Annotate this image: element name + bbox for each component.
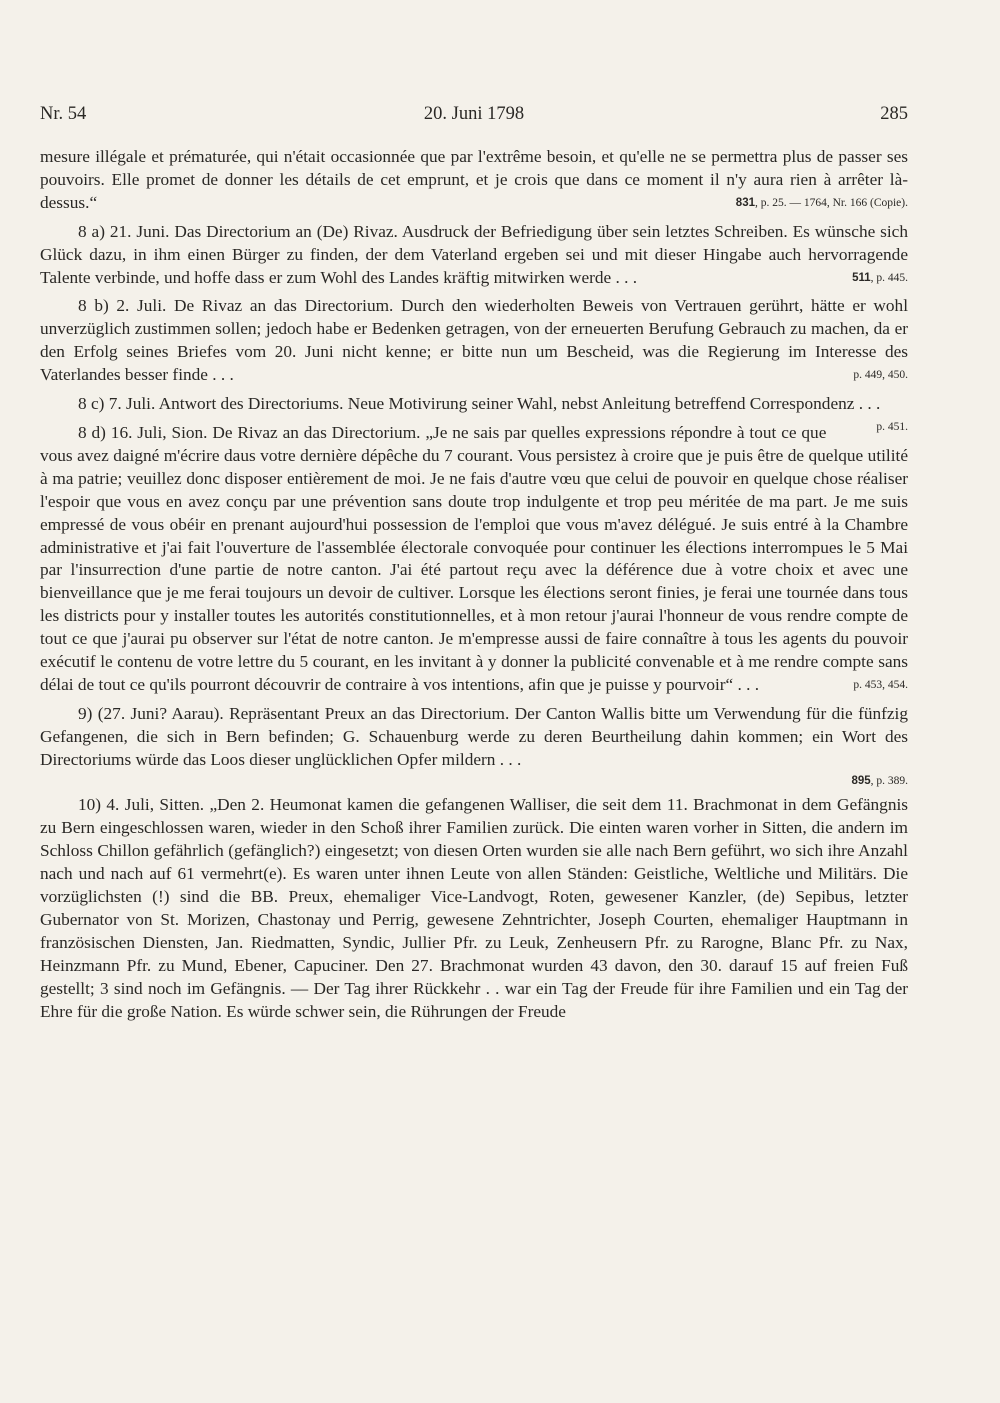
document-page	[40, 104, 908, 1030]
body-text	[40, 146, 908, 1024]
source-reference	[815, 364, 908, 387]
entry-10	[40, 794, 908, 1023]
entry-8c	[40, 393, 908, 433]
entry-8d	[40, 422, 908, 697]
page-number: 285	[880, 104, 908, 124]
ref-detail: p. 449, 450.	[853, 369, 908, 382]
paragraph-text: 8 c) 7. Juli. Antwort des Directoriums. Neue Motivirung seiner Wahl, nebst Anleitung betreffend Correspondenz . . .	[78, 394, 881, 414]
ref-detail: p. 453, 454.	[853, 678, 908, 691]
paragraph-text: 8 b) 2. Juli. De Rivaz an das Directorium. Durch den wiederholten Beweis von Vertrauen gerührt, hätte er wohl unverzüglich zustimmen sollen; jedoch habe er Bedenken getragen, von der erneuerten Berufung Gebrauch zu machen, da er den Erfolg seines Briefes vom 20. Juni nicht kenne; er bitte nun um Bescheid, was die Regierung im Interesse des Vaterlandes besser finde . . .	[40, 296, 908, 385]
paragraph-text: 10) 4. Juli, Sitten. „Den 2. Heumonat kamen die gefangenen Walliser, die seit dem 11. Brachmonat in dem Gefängnis zu Bern eingeschlossen waren, wieder in den Schoß ihrer Familien zurück. Die einten waren vorher in Sitten, die andern im Schloss Chillon gefährlich (gefänglich?) eingesetzt; von diesen Orten wurden sie alle nach Bern geführt, wo sich ihre Anzahl nach und nach auf 61 vermehrt(e). Es waren unter ihnen Leute von allen Ständen: Geistliche, Weltliche und Militärs. Die vorzüglichsten (!) sind die BB. Preux, ehemaliger Vice-Landvogt, Roten, gewesener Kanzler, (de) Sepibus, letzter Gubernator von St. Morizen, Chastonay und Perrig, gewesene Zehntrichter, Joseph Courten, ehemaliger Hauptmann in französischen Diensten, Jan. Riedmatten, Syndic, Jullier Pfr. zu Leuk, Zenheusern Pfr. zu Rarogne, Blanc Pfr. zu Nax, Heinzmann Pfr. zu Mund, Ebener, Capuciner. Den 27. Brachmonat wurden 43 davon, den 30. darauf 15 auf freien Fuß gestellt; 3 sind noch im Gefängnis. — Der Tag ihrer Rückkehr . . war ein Tag der Freude für ihre Familien und ein Tag der Ehre für die große Nation. Es würde schwer sein, die Rührungen der Freude	[40, 795, 908, 1021]
source-reference	[838, 416, 908, 439]
paragraph-continuation	[40, 146, 908, 215]
paragraph-text: 8 d) 16. Juli, Sion. De Rivaz an das Directorium. „Je ne sais par quelles expressions répondre à tout ce que vous avez daigné m'écrire daus votre dernière dépêche du 7 courant. Vous persistez à croire que je puis être de quelque utilité à ma patrie; veuillez donc disposer entièrement de moi. Je ne fais d'autre vœu que celui de pouvoir en quelque chose réaliser l'espoir que vous en avez conçu par une prévention sans doute trop indulgente et trop peu méritée de ma part. Je me suis empressé de vous obéir en prenant aujourd'hui possession de l'emploi que vous m'avez délégué. Je suis entré à la Chambre administrative et j'ai fait l'ouverture de l'assemblée électorale convoquée pour continuer les élections interrompues le 5 Mai par l'insurrection d'une partie de notre canton. J'ai été partout reçu avec la déférence due à votre choix et avec une bienveillance que je me ferai toujours un devoir de cultiver. Lorsque les élections seront finies, je ferai une tournée dans tous les districts pour y installer toutes les autorités constitutionnelles, et à mon retour j'aurai l'honneur de vous rendre compte de tout ce que j'aurai pu observer sur l'état de notre canton. Je m'empresse aussi de faire connaître à tous les agents du pouvoir exécutif le contenu de votre lettre du 5 courant, en les invitant à y donner la publicité convenable et à me rendre compte sans délai de tout ce qu'ils pourront découvrir de contraire à vos intentions, afin que je puisse y pourvoir“ . . .	[40, 422, 908, 694]
running-header	[40, 104, 908, 134]
ref-detail: , p. 389.	[870, 774, 908, 787]
ref-number: 895	[851, 774, 871, 787]
source-reference	[40, 770, 908, 793]
source-reference	[815, 674, 908, 697]
header-date: 20. Juni 1798	[423, 104, 525, 124]
ref-detail: , p. 25. — 1764, Nr. 166 (Copie).	[754, 196, 908, 209]
paragraph-text: 9) (27. Juni? Aarau). Repräsentant Preux an das Directorium. Der Canton Wallis bitte um Verwendung für die fünfzig Gefangenen, die sich in Bern befinden; G. Schauenburg werde zu deren Beurtheilung dahin kommen; ein Wort des Directoriums würde das Loos dieser unglücklichen Opfer mildern . . .	[40, 703, 908, 769]
source-reference	[736, 192, 908, 215]
paragraph-text: 8 a) 21. Juni. Das Directorium an (De) Rivaz. Ausdruck der Befriedigung über sein letztes Schreiben. Es wünsche sich Glück dazu, in ihm einen Bürger zu finden, der dem Vaterland ergeben sei und mit dieser Hingabe auch hervorragende Talente verbinde, und hoffe dass er zum Wohl des Landes kräftig mitwirken werde . . .	[40, 221, 908, 287]
ref-number: 831	[735, 196, 755, 209]
paragraph-text: mesure illégale et prématurée, qui n'était occasionnée que par l'extrême besoin, et qu'elle ne se permettra plus de passer ses pouvoirs. Elle promet de donner les détails de cet emprunt, et je crois que dans ce moment il n'y aura rien à arrêter là-dessus.“	[40, 147, 908, 212]
ref-detail: p. 451.	[876, 420, 908, 433]
document-number: Nr. 54	[40, 104, 87, 124]
ref-detail: , p. 445.	[870, 271, 908, 284]
entry-9	[40, 703, 908, 772]
source-reference	[814, 267, 908, 290]
entry-8b	[40, 295, 908, 387]
ref-number: 511	[852, 271, 871, 284]
entry-8a	[40, 221, 908, 290]
